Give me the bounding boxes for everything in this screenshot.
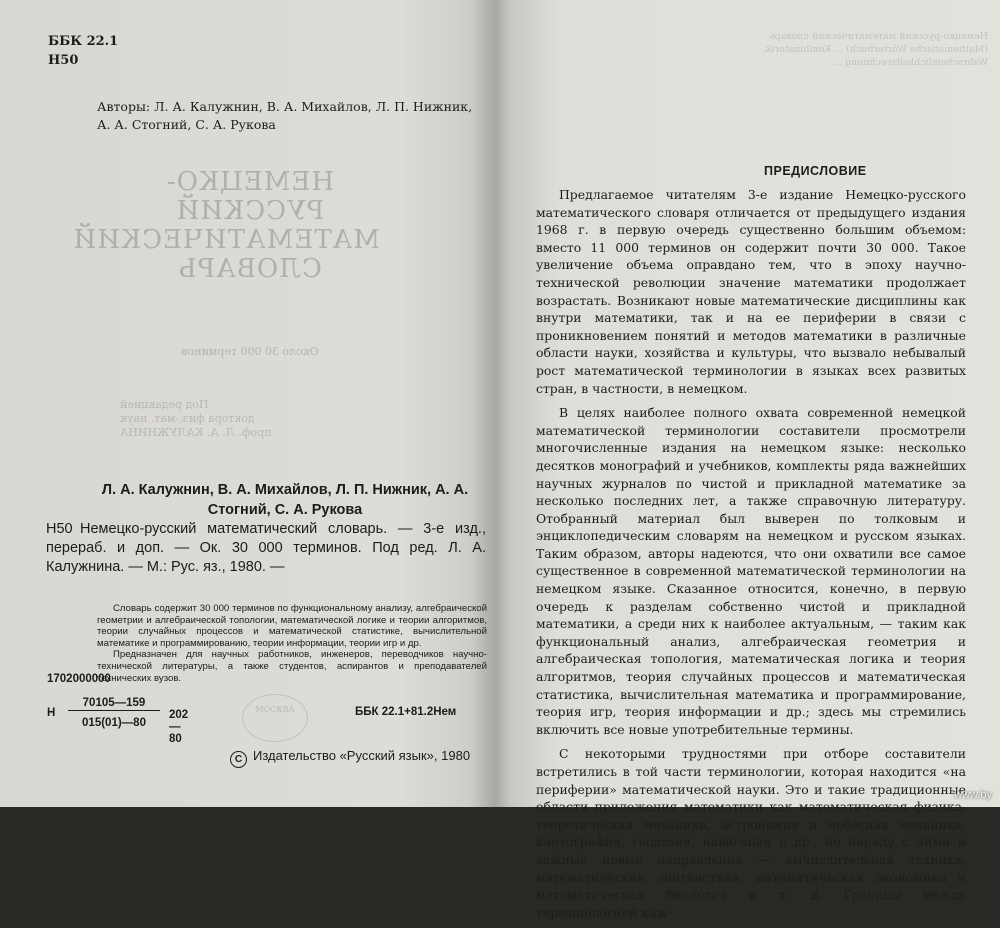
bleed-through-text: Немецко-русский математический словарь (Mathematische Wörterbuch) ... Kombinatorik, Wahrscheinlichkeitsrechnung ... [762,31,988,68]
author-code: Н50 [48,53,79,68]
annotation [97,603,487,684]
left-page [0,0,492,807]
bleed-through-count: Около 30 000 терминов [181,345,319,358]
copyright-line [230,748,470,768]
annotation-paragraph: Предназначен для научных работников, инженеров, переводчиков научно-технической литературы, а также студентов, аспирантов и преподавателей технических вузов. [97,649,487,684]
preface-paragraph: Предлагаемое читателям 3-е издание Немецко-русского математического словаря отличается от предыдущего издания 1968 г. в первую очередь существенно большим объемом: вместо 11 000 терминов он содержит почти 30 000. Такое увеличение объема оправдано тем, что в эпоху научно-технической революции значение математики продолжает возрастать. Возникают новые математические дисциплины как внутри математики, так и на ее периферии в связи с проникновением понятий и методов математики в различные области науки, хозяйства и культуры, что вызвало небывалый рост математической терминологии в языках всех развитых стран, в частности, в немецком. [536,187,966,396]
bibliographic-record [46,520,486,577]
authors-heading: Л. А. Калужнин, В. А. Михайлов, Л. П. Нижник, А. А. Стогний, С. А. Рукова [101,482,469,518]
authors-label: Авторы: Л. А. Калужнин, В. А. Михайлов, Л. П. Нижник, А. А. Стогний, С. А. Рукова [97,99,473,132]
fraction-numerator: 70105—159 [68,697,160,711]
preface-paragraph: В целях наиболее полного охвата современной немецкой математической терминологии составители просмотрели многочисленные издания на немецком языке: несколько десятков монографий и учебников, комплекты ряда важнейших научных журналов по чистой и прикладной математике за несколько последних лет, а также справочную литературу. Отобранный материал был выверен по толковым и энциклопедическим словарям на немецком и русском языках. Таким образом, авторы надеются, что они охватили все самое существенное в современной математической терминологии на немецком языке. Сказанное относится, конечно, в первую очередь к разделам собственно чистой и прикладной математики, а среди них к наиболее актуальным, — таким как функциональный анализ, алгебраическая геометрия и алгебраическая топология, математическая логика и теория алгоритмов, теория случайных процессов и математическая статистика, вычислительная математика и программирование, теория игр, теория информации и др.; здесь мы стремились включить все новые употребительные термины. [536,405,966,737]
copyright-icon: С [230,751,247,768]
bbk-index: ББК 22.1 [48,34,119,49]
copyright-text: Издательство «Русский язык», 1980 [253,748,471,763]
fraction-denominator: 015(01)—80 [82,717,146,729]
bleed-through-title: НЕМЕЦКО- РУССКИЙ МАТЕМАТИЧЕСКИЙ СЛОВАРЬ [72,167,380,284]
preface-title: ПРЕДИСЛОВИЕ [764,164,867,178]
right-page [508,0,1000,920]
preface-body [536,186,966,928]
biblio-text: Немецко-русский математический словарь. — 3-е изд., перераб. и доп. — Ок. 30 000 терминов. Под ред. Л. А. Калужнина. — М.: Рус. яз., 1980. — [46,521,486,575]
annotation-paragraph: Словарь содержит 30 000 терминов по функциональному анализу, алгебраической геометрии и алгебраической топологии, математической логике и теории алгоритмов, теории случайных процессов и математической статистике, вычислительной математике и программированию, теории информации, теории игр и др. [97,603,487,649]
fraction-letter: Н [47,707,56,719]
code-number: 1702000000 [47,673,111,685]
fraction-tail: 202—80 [169,709,189,745]
watermark: www.by [954,789,992,801]
faint-stamp: МОСКВА [242,694,308,742]
bleed-through-editor: Под редакцией доктора физ.-мат. наук проф. Л. А. КАЛУЖНИНА [120,398,272,439]
biblio-index: Н50 [46,521,73,537]
bbk-bottom: ББК 22.1+81.2Нем [355,706,457,718]
bbk-header [48,32,118,70]
preface-paragraph: С некоторыми трудностями при отборе составители встретились в той части терминологии, которая находится «на периферии» математической науки. Это и такие традиционные области приложения математики как математическая физика, теоретическая механика, астрономия и небесная механика, картография, геодезия, навигация и др., но наряду с ними и важные новые направления — вычислительная техника, математическая лингвистика, математическая экономика и математическая биология и т. д. Границы между терминологией каж- [536,746,966,920]
